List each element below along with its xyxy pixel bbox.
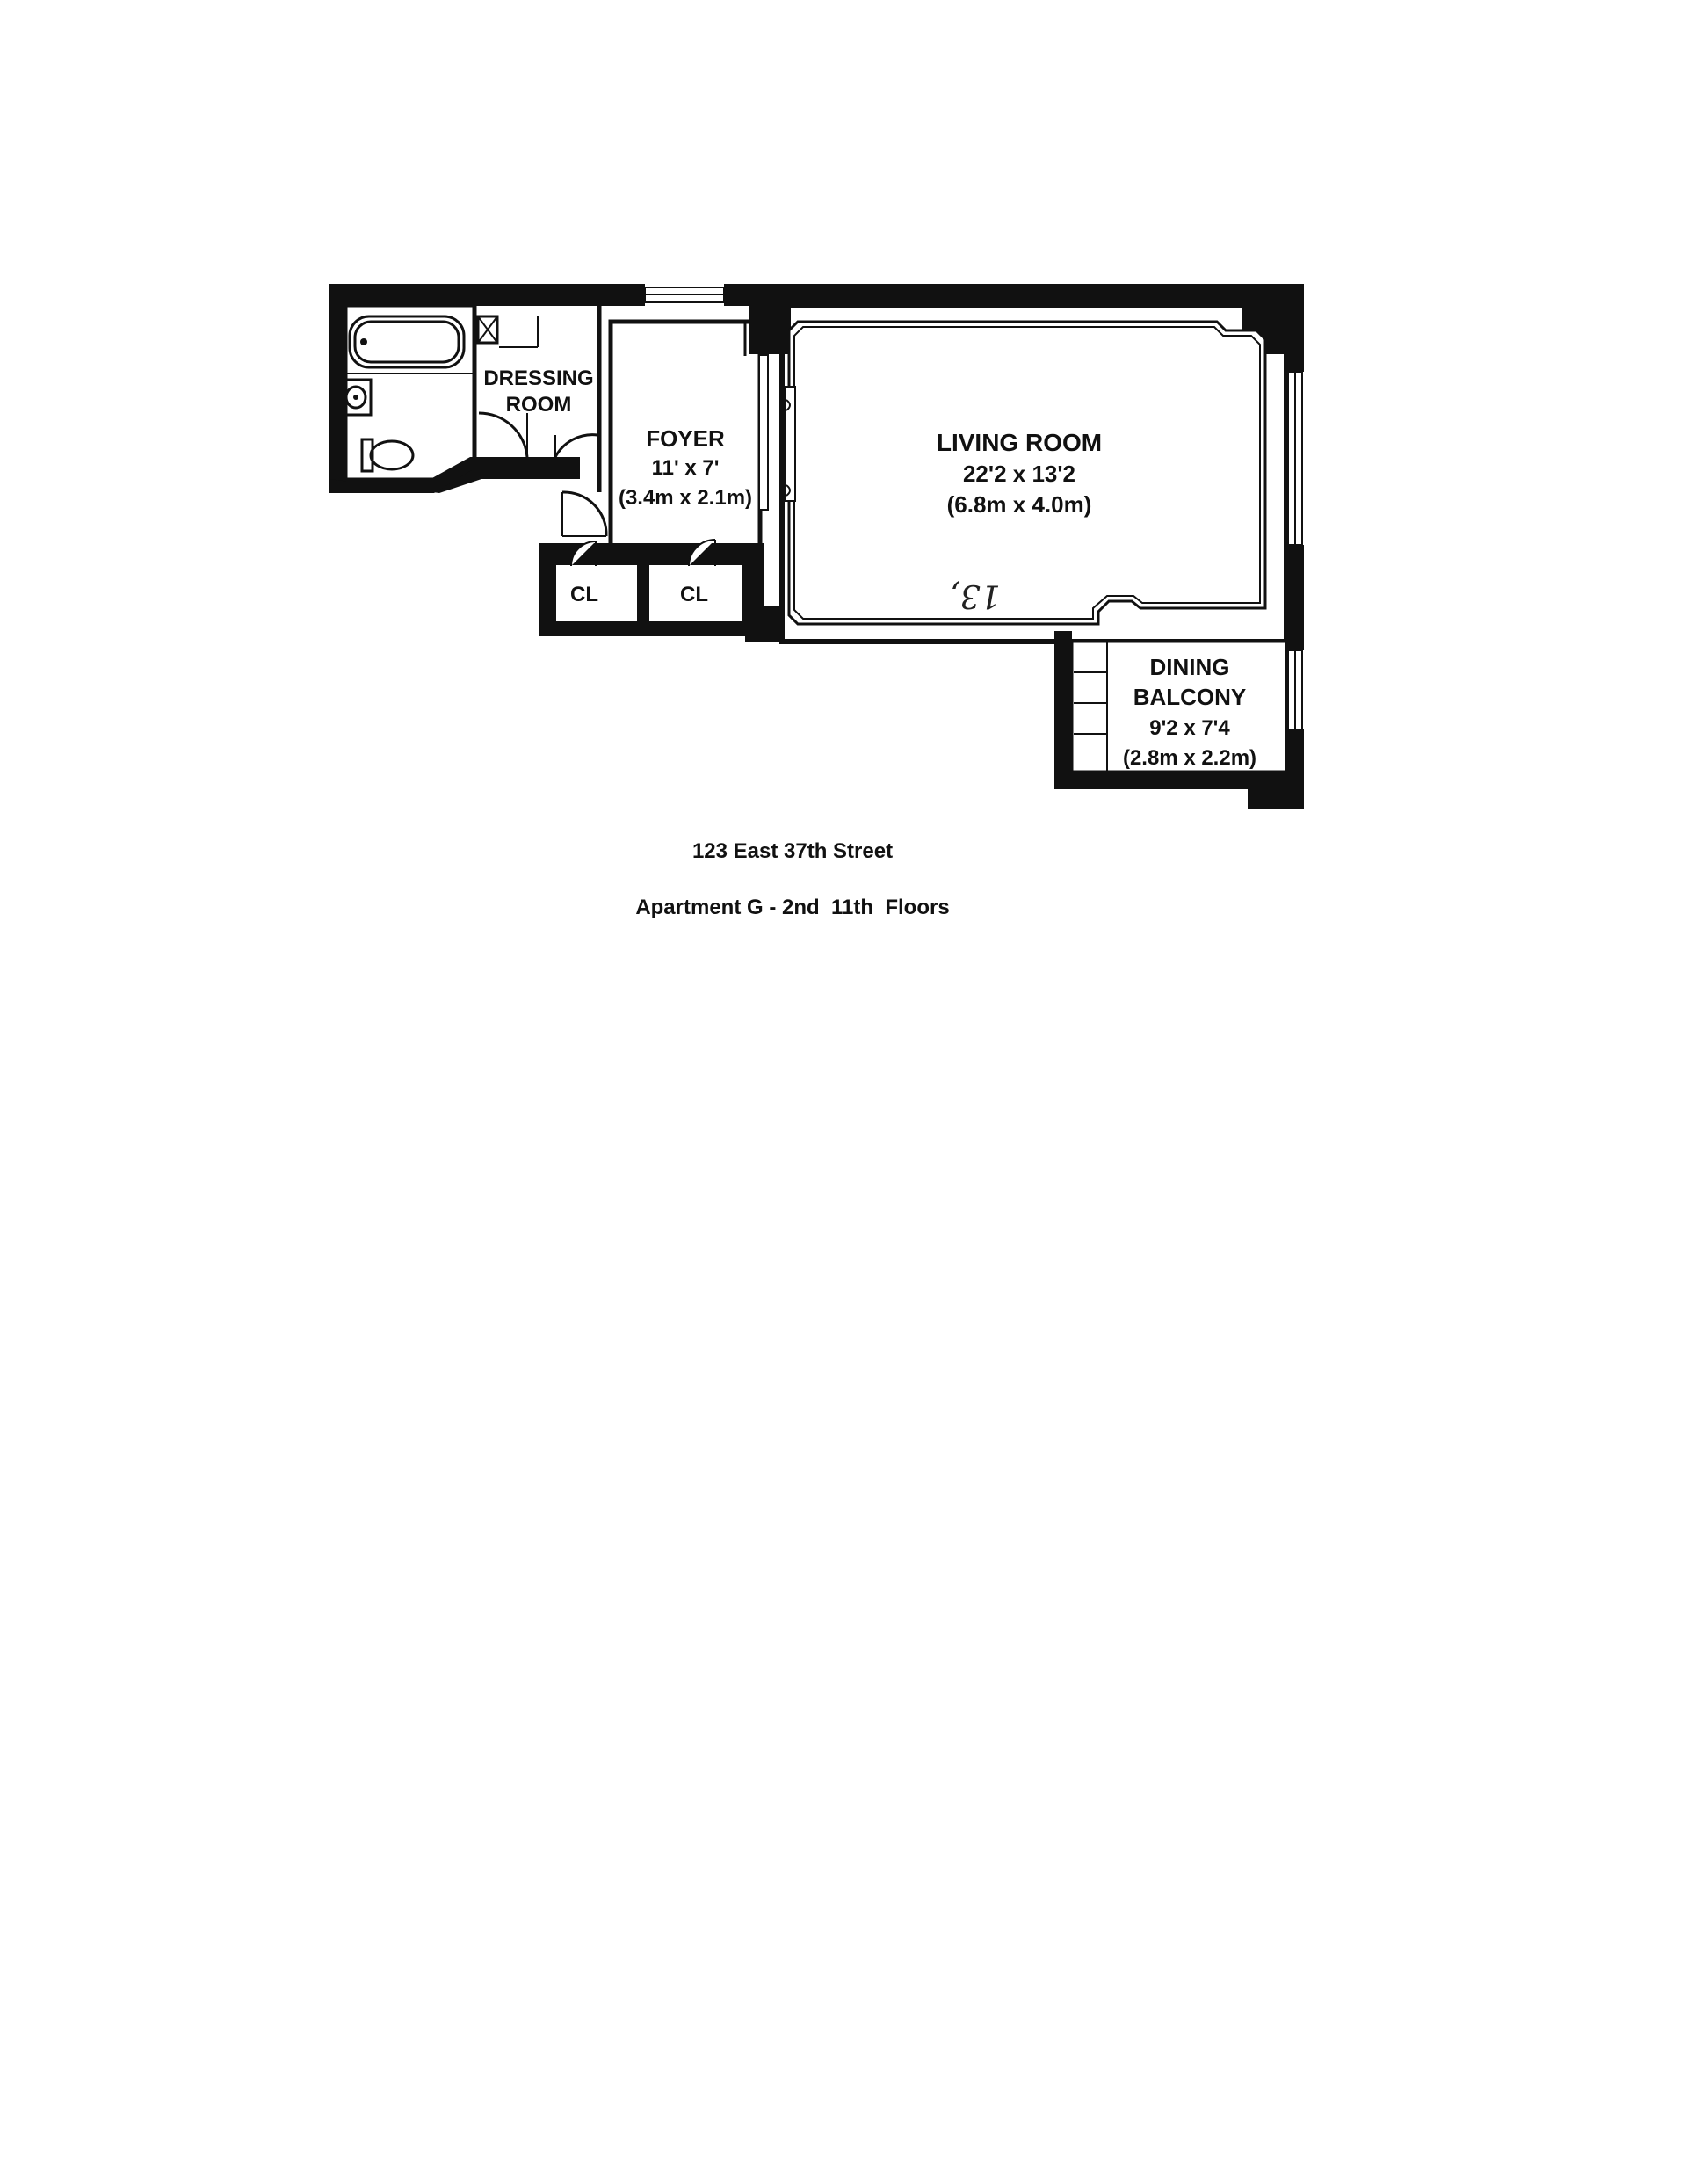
closet-right-label: CL bbox=[680, 583, 708, 606]
living-room-name: LIVING ROOM bbox=[936, 429, 1103, 456]
closet-left-label: CL bbox=[570, 583, 598, 606]
dressing-room-label: DRESSING bbox=[483, 366, 594, 390]
foyer-metric: (3.4m x 2.1m) bbox=[618, 486, 753, 510]
top-window bbox=[645, 287, 724, 302]
dining-balcony bbox=[1054, 631, 1286, 789]
handwritten-note: 13, bbox=[950, 577, 1001, 613]
dining-balcony-metric: (2.8m x 2.2m) bbox=[1122, 746, 1257, 770]
bathroom bbox=[341, 306, 474, 479]
foyer bbox=[562, 322, 768, 553]
dining-balcony-dims: 9'2 x 7'4 bbox=[1149, 716, 1230, 740]
living-room-metric: (6.8m x 4.0m) bbox=[946, 491, 1092, 518]
closets bbox=[539, 540, 764, 636]
address-caption: 123 East 37th Street bbox=[691, 839, 894, 863]
unit-caption: Apartment G - 2nd 11th Floors bbox=[635, 896, 950, 919]
living-room-dims: 22'2 x 13'2 bbox=[962, 461, 1076, 487]
dining-balcony-label-2: BALCONY bbox=[1133, 684, 1247, 710]
living-room bbox=[782, 306, 1286, 642]
foyer-dims: 11' x 7' bbox=[651, 456, 720, 480]
dressing-room-label-2: ROOM bbox=[505, 393, 572, 417]
toilet-icon bbox=[362, 439, 413, 471]
foyer-name: FOYER bbox=[646, 425, 725, 452]
dining-balcony-label: DINING bbox=[1149, 654, 1230, 680]
